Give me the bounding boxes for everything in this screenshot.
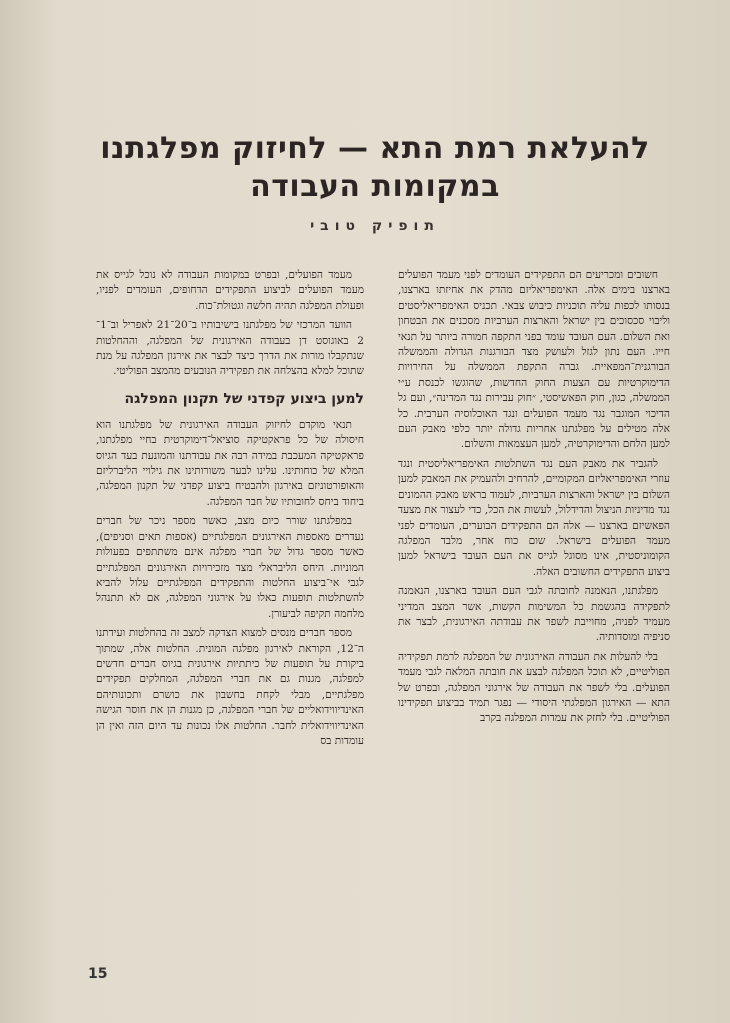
paragraph: חשובים ומכריעים הם התפקידים העומדים לפני מעמד הפועלים בארצנו בימים אלה. האימפריאליזם מהדק את אחיזתו בארצנו, בנסותו לכפות עליה תוכניות כיבוש צבאי. תכניס האימפריאליסטים וליבוי סכסוכים בין ישראל והארצות הערביות מסכנים את הבטחון ואת השלום. העם העובד עומד בפני התקפה חמורה ביותר על תנאי חייו. העם נתון לגזל ולעושק מצד הבורגנות הגדולה והממשלה הבורגנית־המפאיית. גברה התקפת הממשלה על החירויות הדימוקרטיות עם הצעות החוק החדשות, שהוגשו לכנסת ע״י הממשלה, כגון, חוק הפאשיסטי, ״חוק עבירות נגד המדינה״, ועם גל הדיכוי המוגבר נגד מעמד הפועלים ונגד האוכלוסיה הערבית. כל אלה מטילים על מפלגתנו אחריות גדולה יותר כלפי מאבק העם למען הלחם והדימוקרטיה, למען העצמאות והשלום. [398, 269, 670, 451]
article-title [95, 130, 655, 206]
paragraph: להגביר את מאבק העם נגד השתלטות האימפריאליסטית ונגד עוזרי האימפריאליזם המקומיים, להרחיב ולהעמיק את המאבק למען השלום בין ישראל והארצות הערביות, לעמוד בראש מאבק ההמונים נגד מדיניות הניצול והדידלול, לעשות את הכל, כדי לעצור את מצעד הפאשיזם בארצנו — אלה הם התפקידים הבוערים, העומדים לפני מעמד הפועלים בישראל. שום כוח אחר, מלבד המפלגה הקומוניסטית, אינו מסוגל לגייס את העם העובד בישראל למען ביצוע התפקידים החשובים האלה. [398, 457, 670, 578]
paragraph: תנאי מוקדם לחיזוק העבודה האירגונית של מפלגתנו הוא חיסולה של כל פראקטיקה סוציאל־דימוקרטית בחיי מפלגתנו, פראקטיקה המעכבת במידה רבה את עבודתנו והמונעת בעד הגיוס המלא של כוחותינו. עלינו לבער משורותינו את גילויי הליברליזם והאופורטוניזם באירגון ולהבטיח ביצוע קפדני של תקנון המפלגה, ביחוד ביחס לחובותיו של חבר המפלגה. [96, 418, 364, 508]
paragraph: בלי להעלות את העבודה האירגונית של המפלגה לרמת תפקידיה הפוליטיים, לא תוכל המפלגה לבצע את חובתה המלאה לגבי מעמד הפועלים. בלי לשפר את העבודה של אירגוני המפלגה, ובפרט של התא — האירגון המפלגתי היסודי — נפגר תמיד בביצוע תפקידינו הפוליטיים. בלי לחזק את עמדות המפלגה בקרב [398, 650, 670, 725]
left-column [96, 268, 364, 753]
paragraph: מפלגתנו, הנאמנה לחובתה לגבי העם העובד בארצנו, הנאמנה לתפקידה בהגשמת כל המשימות הקשות, אשר המצב המדיני מעמיד לפניה, מחוייבת לשפר את עבודתה האירגונית, לבצר את סניפיה ומוסדותיה. [398, 585, 670, 644]
paragraph: מספר חברים מנסים למצוא הצדקה למצב זה בהחלטות ועידתנו ה־12, הקוראת לאירגון מפלגה המונית. החלטות אלה, שמתוך ביקורת על תופעות של כיתתיות אירגונית בגיוס חברים חדשים למפלגה, מגנות גם את חברי המפלגה, המחלקים תפקידים מפלגתיים, מבלי לקחת בחשבון את כושרם ותכונותיהם האינדיווידואליים של חברי המפלגה, כן מגנות הן את חוסר הגישה האינדיווידואלית לחבר. החלטות אלו נכונות עד היום הזה ואין הן עומדות בס [96, 627, 364, 747]
paragraph: הוועד המרכזי של מפלגתנו בישיבותיו ב־20־21 לאפריל וב־1־2 באוגוסט דן בעבודה האירגונית של המפלגה, וההחלטות שנתקבלו מורות את הדרך כיצד לבצר את אירגון המפלגה על מנת שתוכל למלא בהצלחה את תפקידיה הנובעים מהמצב הפוליטי. [96, 319, 364, 378]
paragraph: במפלגתנו שורר כיום מצב, כאשר מספר ניכר של חברים נעדרים מאספות האירגונים המפלגתיים (אספות תאים וסניפים), כאשר מספר גדול של חברי מפלגה אינם משתתפים בפעולות המוניות. היחס הליבראלי מצד מזכירויות האירגונים המפלגתיים לגבי אי־ביצוע החלטות והתפקידים המפלגתיים עלול להביא להשתלטות תופעות כאלו על אירגוני המפלגה, אם לא תתנהל מלחמה תקיפה לביעורן. [96, 515, 364, 620]
paragraph: מעמד הפועלים, ובפרט במקומות העבודה לא נוכל לגייס את מעמד הפועלים לביצוע התפקידים הדחופים, העומדים לפניו, ופעולת המפלגה תהיה חלשה וגטולת־כוח. [96, 269, 364, 312]
page-number: 15 [88, 966, 108, 982]
right-column [398, 268, 670, 731]
section-heading: למען ביצוע קפדני של תקנון המפלגה [124, 390, 364, 407]
article-title-line-1: להעלאת רמת התא — לחיזוק מפלגתנו [100, 131, 650, 166]
article-title-line-2: במקומות העבודה [250, 169, 500, 204]
article-author: תופיק טובי [310, 218, 440, 234]
